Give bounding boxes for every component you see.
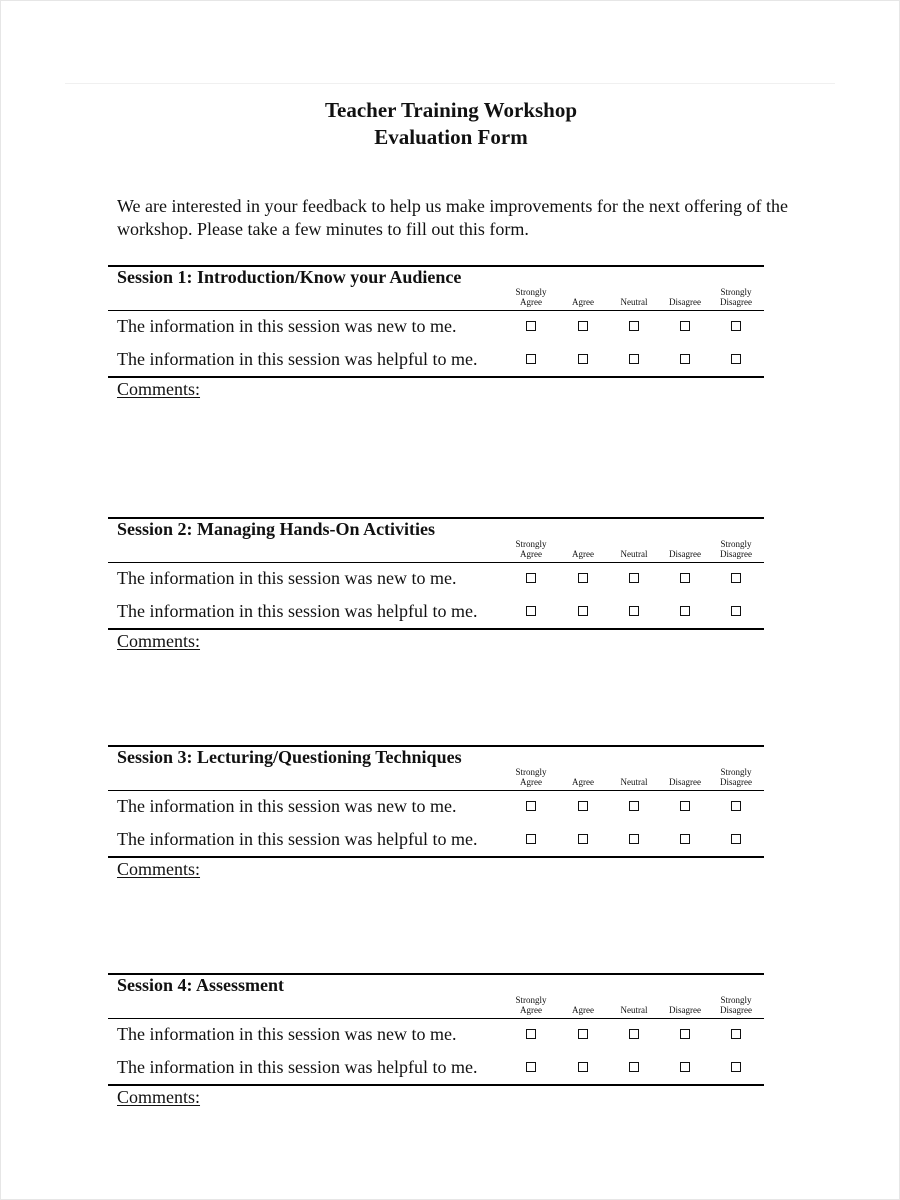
- scale-label-line2: Disagree: [669, 1005, 701, 1015]
- rating-checkbox-q1-c1[interactable]: [526, 1029, 536, 1039]
- comments-label: Comments:: [117, 859, 201, 879]
- rating-checkbox-q1-c2[interactable]: [578, 801, 588, 811]
- rating-checkbox-q2-c3[interactable]: [629, 834, 639, 844]
- scale-label-line1: Strongly: [515, 767, 547, 777]
- rating-checkbox-q2-c4[interactable]: [680, 834, 690, 844]
- rating-checkbox-q1-c1[interactable]: [526, 573, 536, 583]
- scale-label-line2: Agree: [520, 1005, 542, 1015]
- session-bottom-rule: [108, 628, 764, 630]
- rating-checkbox-q1-c5[interactable]: [731, 801, 741, 811]
- rating-checkbox-q2-c5[interactable]: [731, 606, 741, 616]
- question-text: The information in this session was helpful to me.: [117, 829, 478, 849]
- scale-label-line2: Neutral: [620, 1005, 648, 1015]
- rating-checkbox-q2-c3[interactable]: [629, 1062, 639, 1072]
- scale-label-1: [501, 995, 561, 1015]
- scale-label-1: [501, 767, 561, 787]
- scale-label-line2: Disagree: [669, 777, 701, 787]
- scale-label-1: [501, 539, 561, 559]
- scale-label-line1: Strongly: [720, 287, 752, 297]
- rating-checkbox-q2-c4[interactable]: [680, 354, 690, 364]
- scale-label-line2: Disagree: [720, 1005, 752, 1015]
- scale-label-line1: Strongly: [720, 995, 752, 1005]
- page-top-rule: [65, 83, 835, 84]
- question-text: The information in this session was new to me.: [117, 796, 457, 816]
- intro-line-2: workshop. Please take a few minutes to fill out this form.: [117, 219, 529, 239]
- session-3: [108, 745, 764, 885]
- rating-checkbox-q1-c4[interactable]: [680, 573, 690, 583]
- rating-checkbox-q2-c3[interactable]: [629, 606, 639, 616]
- session-1: [108, 265, 764, 405]
- question-text: The information in this session was new to me.: [117, 1024, 457, 1044]
- comments-label: Comments:: [117, 631, 201, 651]
- rating-checkbox-q2-c5[interactable]: [731, 354, 741, 364]
- rating-checkbox-q1-c3[interactable]: [629, 573, 639, 583]
- rating-checkbox-q1-c5[interactable]: [731, 321, 741, 331]
- session-header-rule: [108, 1018, 764, 1019]
- scale-label-5: [706, 539, 766, 559]
- scale-label-line2: Disagree: [669, 297, 701, 307]
- scale-label-line2: Disagree: [720, 777, 752, 787]
- form-title: Teacher Training Workshop: [324, 98, 578, 122]
- rating-checkbox-q2-c2[interactable]: [578, 354, 588, 364]
- scale-label-line2: Agree: [520, 549, 542, 559]
- rating-checkbox-q2-c2[interactable]: [578, 606, 588, 616]
- session-bottom-rule: [108, 376, 764, 378]
- scale-label-line1: Strongly: [720, 539, 752, 549]
- rating-checkbox-q2-c1[interactable]: [526, 1062, 536, 1072]
- scale-label-line2: Agree: [572, 297, 594, 307]
- rating-checkbox-q1-c2[interactable]: [578, 321, 588, 331]
- rating-checkbox-q2-c4[interactable]: [680, 606, 690, 616]
- scale-label-line2: Neutral: [620, 777, 648, 787]
- comments-label: Comments:: [117, 1087, 201, 1107]
- scale-label-line2: Agree: [520, 297, 542, 307]
- rating-checkbox-q1-c3[interactable]: [629, 321, 639, 331]
- rating-checkbox-q2-c1[interactable]: [526, 354, 536, 364]
- scale-label-line2: Disagree: [720, 297, 752, 307]
- scale-label-line2: Neutral: [620, 549, 648, 559]
- scale-label-5: [706, 767, 766, 787]
- rating-checkbox-q1-c2[interactable]: [578, 1029, 588, 1039]
- rating-checkbox-q1-c1[interactable]: [526, 801, 536, 811]
- rating-checkbox-q1-c4[interactable]: [680, 1029, 690, 1039]
- scale-label-line2: Agree: [572, 549, 594, 559]
- question-text: The information in this session was new to me.: [117, 568, 457, 588]
- rating-checkbox-q1-c3[interactable]: [629, 801, 639, 811]
- comments-label: Comments:: [117, 379, 201, 399]
- intro-paragraph: [117, 195, 837, 241]
- scale-label-line2: Disagree: [669, 549, 701, 559]
- rating-checkbox-q1-c3[interactable]: [629, 1029, 639, 1039]
- session-title: Session 1: Introduction/Know your Audience: [117, 267, 462, 287]
- rating-checkbox-q2-c2[interactable]: [578, 1062, 588, 1072]
- scale-label-5: [706, 995, 766, 1015]
- session-header-rule: [108, 562, 764, 563]
- rating-checkbox-q2-c1[interactable]: [526, 834, 536, 844]
- session-title: Session 4: Assessment: [117, 975, 285, 995]
- rating-checkbox-q2-c2[interactable]: [578, 834, 588, 844]
- rating-checkbox-q1-c5[interactable]: [731, 1029, 741, 1039]
- scale-label-line2: Neutral: [620, 297, 648, 307]
- session-bottom-rule: [108, 856, 764, 858]
- question-text: The information in this session was helpful to me.: [117, 1057, 478, 1077]
- form-subtitle: Evaluation Form: [374, 125, 528, 149]
- session-2: [108, 517, 764, 657]
- rating-checkbox-q2-c5[interactable]: [731, 1062, 741, 1072]
- question-text: The information in this session was new to me.: [117, 316, 457, 336]
- session-header-rule: [108, 790, 764, 791]
- rating-checkbox-q1-c5[interactable]: [731, 573, 741, 583]
- question-text: The information in this session was helpful to me.: [117, 349, 478, 369]
- scale-label-5: [706, 287, 766, 307]
- scale-label-line2: Agree: [520, 777, 542, 787]
- session-bottom-rule: [108, 1084, 764, 1086]
- session-title: Session 2: Managing Hands-On Activities: [117, 519, 436, 539]
- scale-label-line2: Disagree: [720, 549, 752, 559]
- rating-checkbox-q1-c2[interactable]: [578, 573, 588, 583]
- rating-checkbox-q1-c4[interactable]: [680, 801, 690, 811]
- intro-line-1: We are interested in your feedback to help us make improvements for the next offering of the: [117, 196, 788, 216]
- rating-checkbox-q2-c1[interactable]: [526, 606, 536, 616]
- scale-label-line2: Agree: [572, 1005, 594, 1015]
- session-4: [108, 973, 764, 1113]
- scale-label-line1: Strongly: [515, 287, 547, 297]
- rating-checkbox-q2-c4[interactable]: [680, 1062, 690, 1072]
- rating-checkbox-q2-c3[interactable]: [629, 354, 639, 364]
- scale-label-line2: Agree: [572, 777, 594, 787]
- rating-checkbox-q1-c1[interactable]: [526, 321, 536, 331]
- rating-checkbox-q2-c5[interactable]: [731, 834, 741, 844]
- scale-label-line1: Strongly: [720, 767, 752, 777]
- scale-label-line1: Strongly: [515, 995, 547, 1005]
- session-title: Session 3: Lecturing/Questioning Techniques: [117, 747, 462, 767]
- session-header-rule: [108, 310, 764, 311]
- rating-checkbox-q1-c4[interactable]: [680, 321, 690, 331]
- question-text: The information in this session was helpful to me.: [117, 601, 478, 621]
- scale-label-1: [501, 287, 561, 307]
- scale-label-line1: Strongly: [515, 539, 547, 549]
